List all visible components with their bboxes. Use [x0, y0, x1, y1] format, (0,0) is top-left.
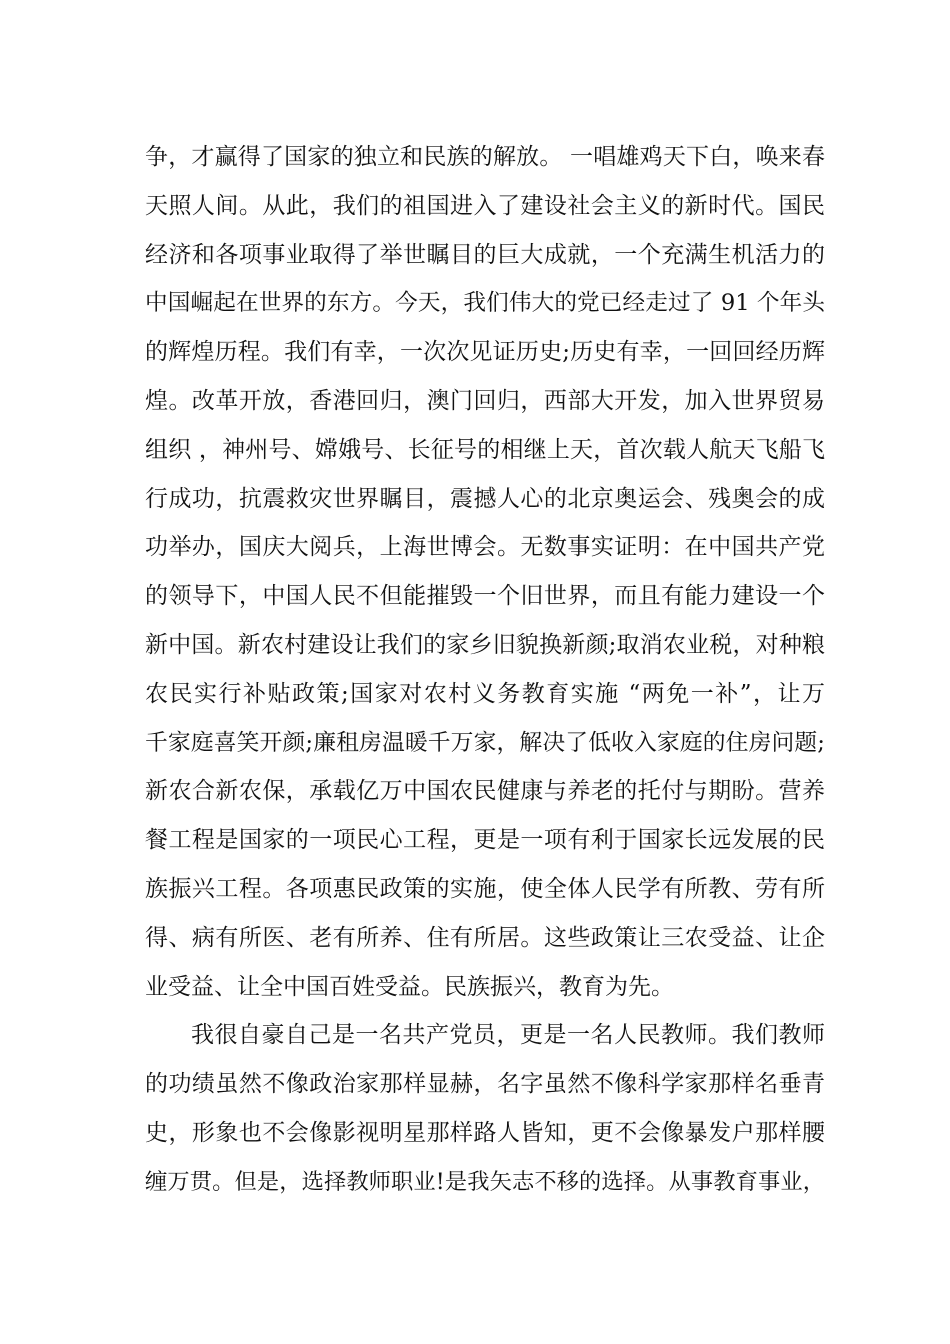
paragraph-last-line: 业受益、让全中国百姓受益。民族振兴，教育为先。 — [145, 973, 674, 1000]
text-line: 行成功，抗震救灾世界瞩目，震撼人心的北京奥运会、残奥会的成 — [145, 485, 825, 512]
text-line: 餐工程是国家的一项民心工程，更是一项有利于国家长远发展的民 — [145, 827, 825, 854]
text-line: 得、病有所医、老有所养、住有所居。这些政策让三农受益、让企 — [145, 924, 825, 951]
text-line: 新中国。新农村建设让我们的家乡旧貌换新颜;取消农业税，对种粮 — [145, 631, 825, 658]
text-line: 的功绩虽然不像政治家那样显赫，名字虽然不像科学家那样名垂青 — [145, 1071, 825, 1098]
text-line: 功举办，国庆大阅兵，上海世博会。无数事实证明：在中国共产党 — [145, 534, 825, 561]
text-line: 经济和各项事业取得了举世瞩目的巨大成就，一个充满生机活力的 — [145, 241, 825, 268]
text-line: 新农合新农保，承载亿万中国农民健康与养老的托付与期盼。营养 — [145, 778, 825, 805]
text-line: 组织 ，神州号、嫦娥号、长征号的相继上天，首次载人航天飞船飞 — [145, 436, 825, 463]
text-line: 的领导下，中国人民不但能摧毁一个旧世界，而且有能力建设一个 — [145, 583, 825, 610]
body-text — [145, 133, 825, 1207]
text-line: 史，形象也不会像影视明星那样路人皆知，更不会像暴发户那样腰 — [145, 1119, 825, 1146]
text-line: 中国崛起在世界的东方。今天，我们伟大的党已经走过了 91 个年头 — [145, 290, 825, 317]
text-line: 农民实行补贴政策;国家对农村义务教育实施 “两免一补”，让万 — [145, 680, 825, 707]
text-line: 族振兴工程。各项惠民政策的实施，使全体人民学有所教、劳有所 — [145, 875, 825, 902]
text-line: 争，才赢得了国家的独立和民族的解放。 一唱雄鸡天下白，唤来春 — [145, 144, 825, 170]
paragraph-first-line: 我很自豪自己是一名共产党员，更是一名人民教师。我们教师 — [191, 1022, 825, 1049]
text-line: 的辉煌历程。我们有幸，一次次见证历史;历史有幸，一回回经历辉 — [145, 339, 825, 366]
text-line: 天照人间。从此，我们的祖国进入了建设社会主义的新时代。国民 — [145, 192, 825, 219]
text-line: 煌。改革开放，香港回归，澳门回归，西部大开发，加入世界贸易 — [145, 387, 825, 414]
text-line: 缠万贯。但是，选择教师职业!是我矢志不移的选择。从事教育事业， — [145, 1168, 825, 1195]
text-line: 千家庭喜笑开颜;廉租房温暖千万家，解决了低收入家庭的住房问题; — [145, 729, 825, 756]
